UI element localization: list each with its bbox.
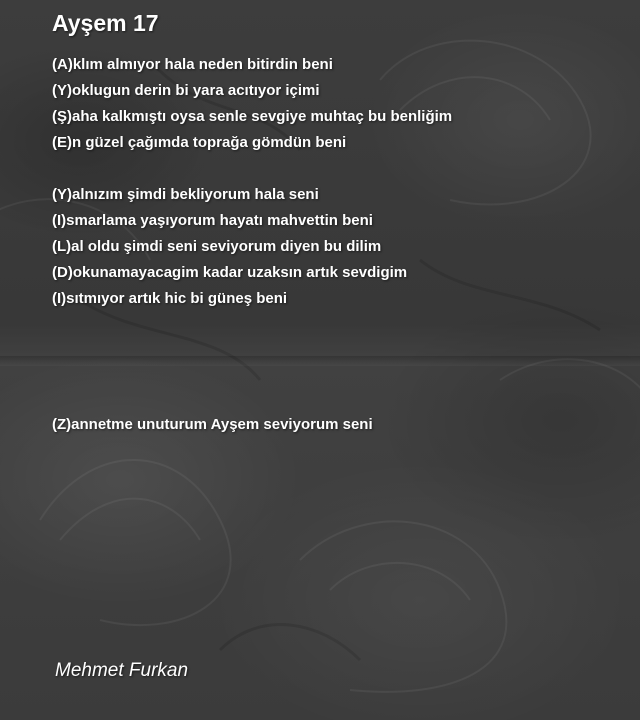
poem-line: (I)smarlama yaşıyorum hayatı mahvettin beni bbox=[52, 212, 373, 229]
poem-line: (Y)alnızım şimdi bekliyorum hala seni bbox=[52, 186, 319, 203]
poem-line: (I)sıtmıyor artık hic bi güneş beni bbox=[52, 290, 288, 307]
poem-line: (Ş)aha kalkmıştı oysa senle sevgiye muhtaç bu benliğim bbox=[52, 108, 453, 125]
poem-line: (L)al oldu şimdi seni seviyorum diyen bu dilim bbox=[52, 238, 382, 255]
poem-title: Ayşem 17 bbox=[52, 10, 159, 36]
section-divider-band bbox=[0, 356, 640, 366]
stanza-1 bbox=[52, 52, 452, 156]
poem-line: (Y)oklugun derin bi yara acıtıyor içimi bbox=[52, 82, 320, 99]
poem-line: (D)okunamayacagim kadar uzaksın artık sevdigim bbox=[52, 264, 408, 281]
poem-line: (A)klım almıyor hala neden bitirdin beni bbox=[52, 56, 333, 73]
stanza-2 bbox=[52, 182, 407, 312]
poem-line: (Z)annetme unuturum Ayşem seviyorum seni bbox=[52, 416, 373, 433]
stanza-3 bbox=[52, 412, 373, 438]
poem-line: (E)n güzel çağımda toprağa gömdün beni bbox=[52, 134, 347, 151]
poem-author: Mehmet Furkan bbox=[55, 660, 189, 681]
